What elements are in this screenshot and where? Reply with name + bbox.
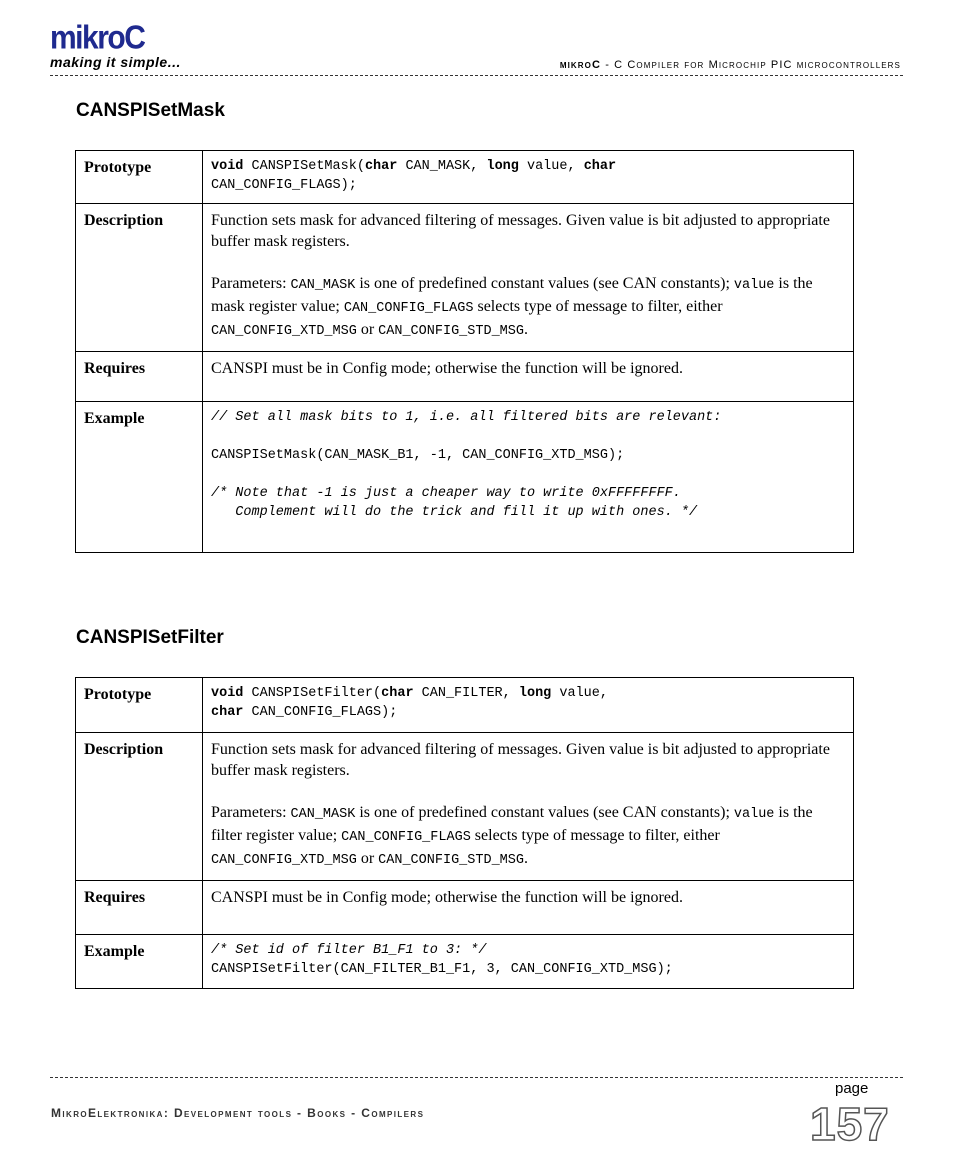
text: .	[523, 850, 528, 867]
prototype-row	[76, 678, 854, 733]
text: Parameters:	[211, 804, 291, 821]
description-paragraph: Function sets mask for advanced filtering of messages. Given value is bit adjusted to appropriate buffer mask registers.	[211, 212, 830, 250]
page-label: page	[835, 1080, 869, 1097]
example-comment: /* Note that -1 is just a cheaper way to write 0xFFFFFFFF.	[211, 486, 681, 501]
keyword: char	[381, 686, 414, 701]
prototype-line-2: CAN_CONFIG_FLAGS);	[211, 178, 357, 193]
example-comment: Complement will do the trick and fill it up with ones. */	[211, 505, 698, 520]
description-value	[203, 733, 854, 881]
inline-code: value	[733, 807, 775, 822]
code-text: value,	[551, 686, 608, 701]
prototype-value	[203, 151, 854, 204]
prototype-label: Prototype	[76, 678, 203, 733]
prototype-line-1	[211, 684, 845, 703]
description-row	[76, 204, 854, 352]
code-text: CAN_FILTER,	[413, 686, 519, 701]
example-comment: // Set all mask bits to 1, i.e. all filtered bits are relevant:	[211, 410, 722, 425]
requires-label: Requires	[76, 352, 203, 402]
keyword: char	[583, 159, 617, 174]
requires-row	[76, 881, 854, 935]
code-text: CANSPISetFilter(	[243, 686, 382, 701]
example-label: Example	[76, 935, 203, 989]
header-title-brand: mikroC	[559, 59, 602, 71]
inline-code: CAN_CONFIG_FLAGS	[341, 830, 471, 845]
example-label: Example	[76, 402, 203, 553]
example-row	[76, 935, 854, 989]
inline-code: value	[733, 278, 775, 293]
requires-value: CANSPI must be in Config mode; otherwise the function will be ignored.	[203, 352, 854, 402]
mikroc-logo: mikroC	[50, 20, 145, 57]
inline-code: CAN_CONFIG_FLAGS	[343, 301, 474, 316]
example-code: CANSPISetFilter(CAN_FILTER_B1_F1, 3, CAN_CONFIG_XTD_MSG);	[211, 962, 673, 977]
prototype-value	[203, 678, 854, 733]
text: is the filter register value;	[211, 804, 813, 844]
text: .	[523, 321, 528, 338]
requires-label: Requires	[76, 881, 203, 935]
example-code: CANSPISetMask(CAN_MASK_B1, -1, CAN_CONFIG_XTD_MSG);	[211, 448, 625, 463]
example-value	[203, 935, 854, 989]
section-title-cansPISetMask: CANSPISetMask	[76, 100, 225, 121]
section-title-canspisetfilter: CANSPISetFilter	[76, 627, 224, 648]
example-value	[203, 402, 854, 553]
header-divider	[50, 75, 903, 76]
prototype-label: Prototype	[76, 151, 203, 204]
keyword: void	[211, 159, 244, 174]
inline-code: CAN_CONFIG_XTD_MSG	[211, 324, 357, 339]
inline-code: CAN_CONFIG_XTD_MSG	[211, 853, 357, 868]
inline-code: CAN_MASK	[290, 278, 356, 293]
keyword: long	[518, 686, 552, 701]
inline-code: CAN_CONFIG_STD_MSG	[378, 853, 524, 868]
parameters-paragraph	[211, 273, 845, 342]
keyword: long	[486, 159, 519, 174]
inline-code: CAN_CONFIG_STD_MSG	[378, 324, 524, 339]
footer-divider	[50, 1077, 903, 1078]
parameters-paragraph	[211, 802, 845, 871]
prototype-line-2	[211, 703, 845, 722]
footer-publisher: MikroElektronika: Development tools - Books - Compilers	[51, 1106, 425, 1120]
inline-code: CAN_MASK	[290, 807, 356, 822]
page-number: 157	[810, 1098, 890, 1150]
code-text: CAN_MASK,	[397, 159, 487, 174]
description-label: Description	[76, 733, 203, 881]
text: selects type of message to filter, either	[470, 827, 720, 844]
text: is the mask register value;	[211, 275, 813, 315]
description-paragraph: Function sets mask for advanced filtering of messages. Given value is bit adjusted to appropriate buffer mask registers.	[211, 741, 830, 779]
keyword: void	[211, 686, 244, 701]
code-text: CAN_CONFIG_FLAGS);	[243, 705, 398, 720]
keyword: char	[364, 159, 398, 174]
logo-tagline: making it simple...	[50, 54, 181, 70]
text: selects type of message to filter, either	[473, 298, 723, 315]
description-label: Description	[76, 204, 203, 352]
keyword: char	[211, 705, 244, 720]
text: or	[356, 850, 379, 867]
example-comment: /* Set id of filter B1_F1 to 3: */	[211, 943, 487, 958]
prototype-line-1	[211, 157, 845, 176]
code-text: value,	[518, 159, 584, 174]
code-text: CANSPISetMask(	[243, 159, 365, 174]
function-table-setfilter	[75, 677, 854, 989]
description-row	[76, 733, 854, 881]
header-title	[560, 59, 901, 71]
page-header	[50, 20, 903, 78]
header-title-rest: - C Compiler for Microchip PIC microcontrollers	[601, 59, 901, 71]
requires-value: CANSPI must be in Config mode; otherwise the function will be ignored.	[203, 881, 854, 935]
requires-row	[76, 352, 854, 402]
function-table-setmask	[75, 150, 854, 553]
text: is one of predefined constant values (see CAN constants);	[355, 804, 734, 821]
example-row	[76, 402, 854, 553]
description-value	[203, 204, 854, 352]
text: is one of predefined constant values (see CAN constants);	[355, 275, 734, 292]
text: Parameters:	[211, 275, 291, 292]
prototype-row	[76, 151, 854, 204]
text: or	[356, 321, 379, 338]
